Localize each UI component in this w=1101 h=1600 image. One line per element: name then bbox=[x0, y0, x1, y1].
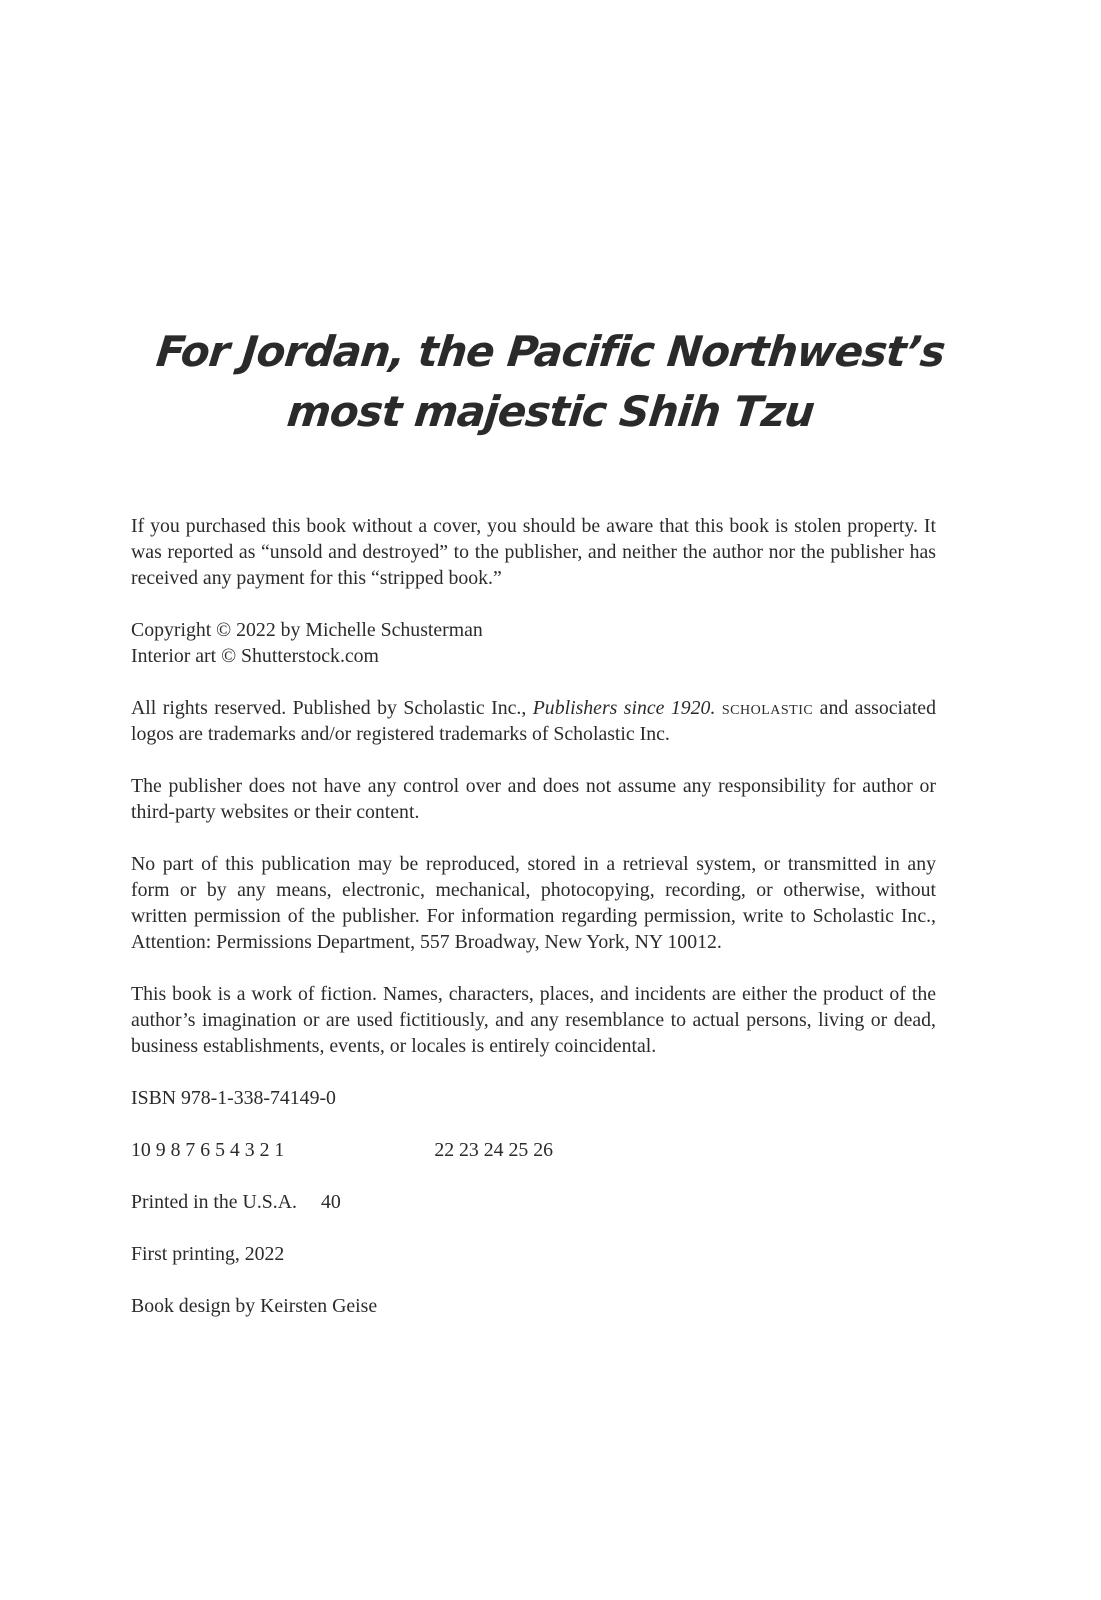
scholastic-trademark: scholastic bbox=[721, 697, 814, 719]
printing-numbers: 10 9 8 7 6 5 4 3 2 1 bbox=[131, 1139, 285, 1161]
isbn: ISBN 978-1-338-74149-0 bbox=[131, 1087, 336, 1109]
copyright-block bbox=[131, 617, 936, 669]
printing-years: 22 23 24 25 26 bbox=[434, 1139, 553, 1161]
stripped-book-notice: If you purchased this book without a cover, you should be aware that this book is stolen property. It was reported as “unsold and destroyed” to the publisher, and neither the author nor the publisher has received any payment for this “stripped book.” bbox=[131, 515, 936, 589]
printed-in-line bbox=[131, 1189, 936, 1215]
first-printing: First printing, 2022 bbox=[131, 1243, 285, 1265]
rights-italic: Publishers since 1920. bbox=[532, 697, 716, 719]
art-credit: Interior art © Shutterstock.com bbox=[131, 645, 379, 667]
rights-notice bbox=[131, 695, 936, 747]
dedication-line-2: most majestic Shih Tzu bbox=[284, 387, 817, 436]
dedication-line-1: For Jordan, the Pacific Northwest’s bbox=[154, 327, 947, 376]
dedication bbox=[0, 322, 1101, 442]
rights-suffix: and associated logos are trademarks and/or registered trademarks of Scholastic Inc. bbox=[131, 697, 936, 745]
websites-notice: The publisher does not have any control over and does not assume any responsibility for author or third-party websites or their content. bbox=[131, 775, 936, 823]
fiction-notice: This book is a work of fiction. Names, characters, places, and incidents are either the product of the author’s imagination or are used fictitiously, and any resemblance to actual persons, living or dead, business establishments, events, or locales is entirely coincidental. bbox=[131, 983, 936, 1057]
rights-prefix: All rights reserved. Published by Scholastic Inc., bbox=[131, 697, 533, 719]
printed-code: 40 bbox=[320, 1191, 341, 1213]
design-credit: Book design by Keirsten Geise bbox=[131, 1295, 378, 1317]
printing-line bbox=[131, 1137, 936, 1163]
copyright-line: Copyright © 2022 by Michelle Schusterman bbox=[131, 619, 483, 641]
reproduction-notice: No part of this publication may be reproduced, stored in a retrieval system, or transmitted in any form or by any means, electronic, mechanical, photocopying, recording, or otherwise, without written permission of the publisher. For information regarding permission, write to Scholastic Inc., Attention: Permissions Department, 557 Broadway, New York, NY 10012. bbox=[131, 853, 936, 953]
printed-in: Printed in the U.S.A. bbox=[131, 1191, 297, 1213]
copyright-page-text bbox=[131, 513, 936, 1345]
